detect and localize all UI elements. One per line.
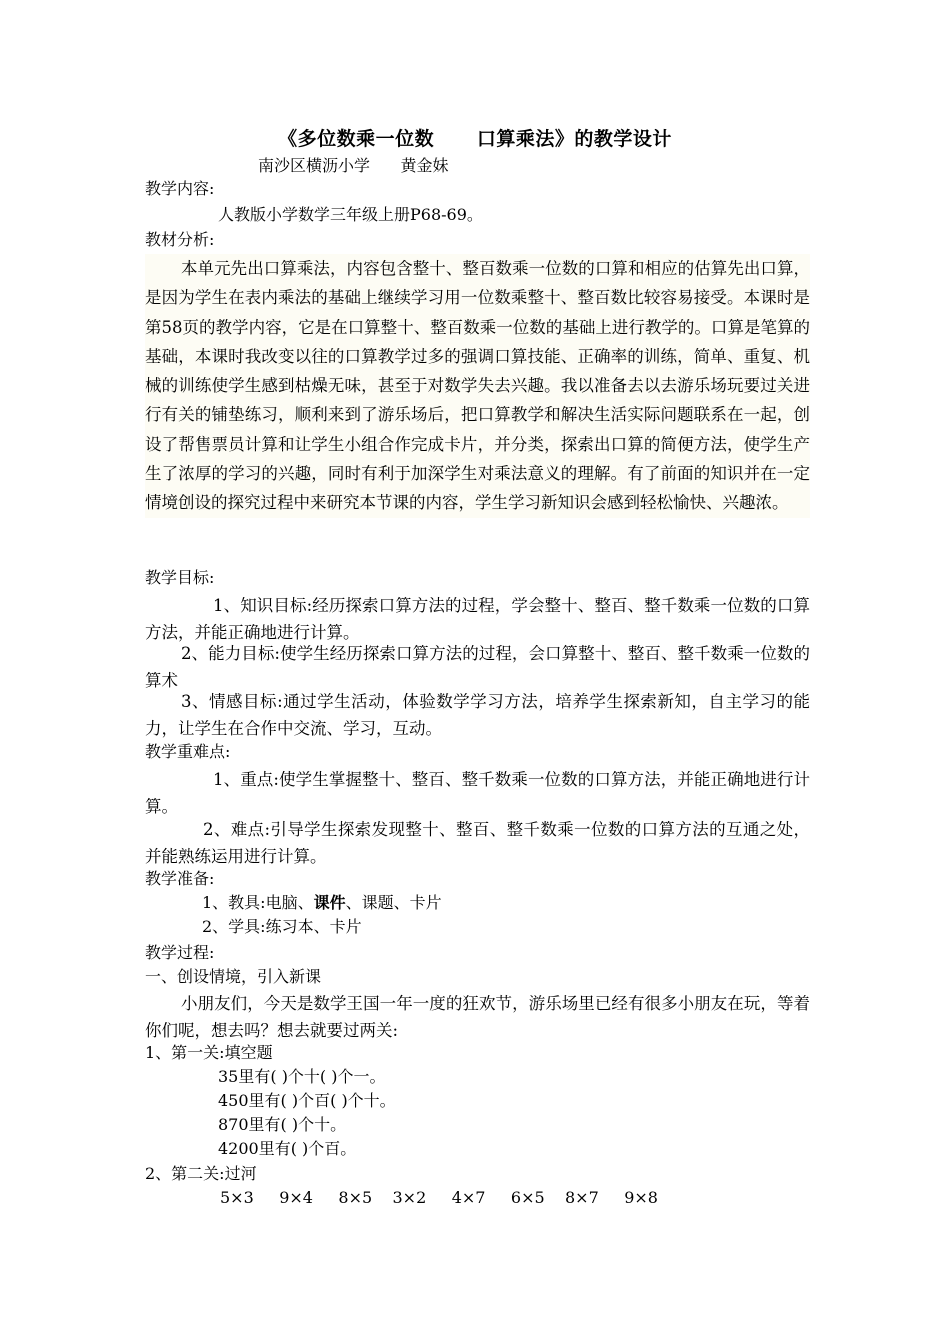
content-heading: 教学内容: bbox=[145, 179, 215, 198]
multiplication-row: 5×3 9×4 8×5 3×2 4×7 6×5 8×7 9×8 bbox=[220, 1188, 658, 1207]
fill-blank-4: 4200里有( )个百。 bbox=[218, 1139, 357, 1158]
level1-heading: 1、第一关:填空题 bbox=[145, 1043, 273, 1062]
prep-heading: 教学准备: bbox=[145, 869, 215, 888]
prep1-text: 1、教具:电脑、 bbox=[202, 893, 314, 912]
prep1-text-end: 、课题、卡片 bbox=[345, 893, 442, 912]
prep1-bold: 课件 bbox=[313, 893, 346, 912]
process-heading: 教学过程: bbox=[145, 943, 215, 962]
goal-knowledge: 1、知识目标:经历探索口算方法的过程，学会整十、整百、整千数乘一位数的口算方法，并能正确地进行计算。 bbox=[145, 596, 810, 642]
goal-emotion: 3、情感目标:通过学生活动，体验数学学习方法，培养学生探索新知，自主学习的能力，让学生在合作中交流、学习，互动。 bbox=[145, 692, 810, 738]
level2-heading: 2、第二关:过河 bbox=[145, 1164, 257, 1183]
content-text: 人教版小学数学三年级上册P68-69。 bbox=[218, 205, 483, 224]
goal-ability: 2、能力目标:使学生经历探索口算方法的过程，会口算整十、整百、整千数乘一位数的算术 bbox=[145, 644, 810, 690]
fill-blank-1: 35里有( )个十( )个一。 bbox=[218, 1067, 386, 1086]
analysis-heading: 教材分析: bbox=[145, 230, 215, 249]
author-line: 南沙区横沥小学 黄金妹 bbox=[258, 156, 449, 175]
prep-teacher-tools bbox=[202, 892, 442, 914]
prep-student-tools: 2、学具:练习本、卡片 bbox=[202, 917, 362, 936]
fill-blank-2: 450里有( )个百( )个十。 bbox=[218, 1091, 396, 1110]
step1-heading: 一、创设情境，引入新课 bbox=[145, 967, 322, 986]
difficult-point: 2、难点:引导学生探索发现整十、整百、整千数乘一位数的口算方法的互通之处，并能熟练运用进行计算。 bbox=[145, 820, 810, 866]
goals-heading: 教学目标: bbox=[145, 568, 215, 587]
step1-paragraph: 小朋友们，今天是数学王国一年一度的狂欢节，游乐场里已经有很多小朋友在玩，等着你们呢，想去吗？想去就要过两关: bbox=[145, 994, 810, 1040]
fill-blank-3: 870里有( )个十。 bbox=[218, 1115, 347, 1134]
key-heading: 教学重难点: bbox=[145, 742, 231, 761]
document-title: 《多位数乘一位数 口算乘法》的教学设计 bbox=[278, 128, 672, 150]
key-point: 1、重点:使学生掌握整十、整百、整千数乘一位数的口算方法，并能正确地进行计算。 bbox=[145, 770, 810, 816]
analysis-paragraph: 本单元先出口算乘法，内容包含整十、整百数乘一位数的口算和相应的估算先出口算，是因为学生在表内乘法的基础上继续学习用一位数乘整十、整百数比较容易接受。本课时是第58页的教学内容，它是在口算整十、整百数乘一位数的基础上进行教学的。口算是笔算的基础，本课时我改变以往的口算教学过多的强调口算技能、正确率的训练，简单、重复、机械的训练使学生感到枯燥无味，甚至于对数学失去兴趣。我以准备去以去游乐场玩要过关进行有关的铺垫练习，顺利来到了游乐场后，把口算教学和解决生活实际问题联系在一起，创设了帮售票员计算和让学生小组合作完成卡片，并分类，探索出口算的简便方法，使学生产生了浓厚的学习的兴趣，同时有利于加深学生对乘法意义的理解。有了前面的知识并在一定情境创设的探究过程中来研究本节课的内容，学生学习新知识会感到轻松愉快、兴趣浓。 bbox=[145, 254, 810, 518]
